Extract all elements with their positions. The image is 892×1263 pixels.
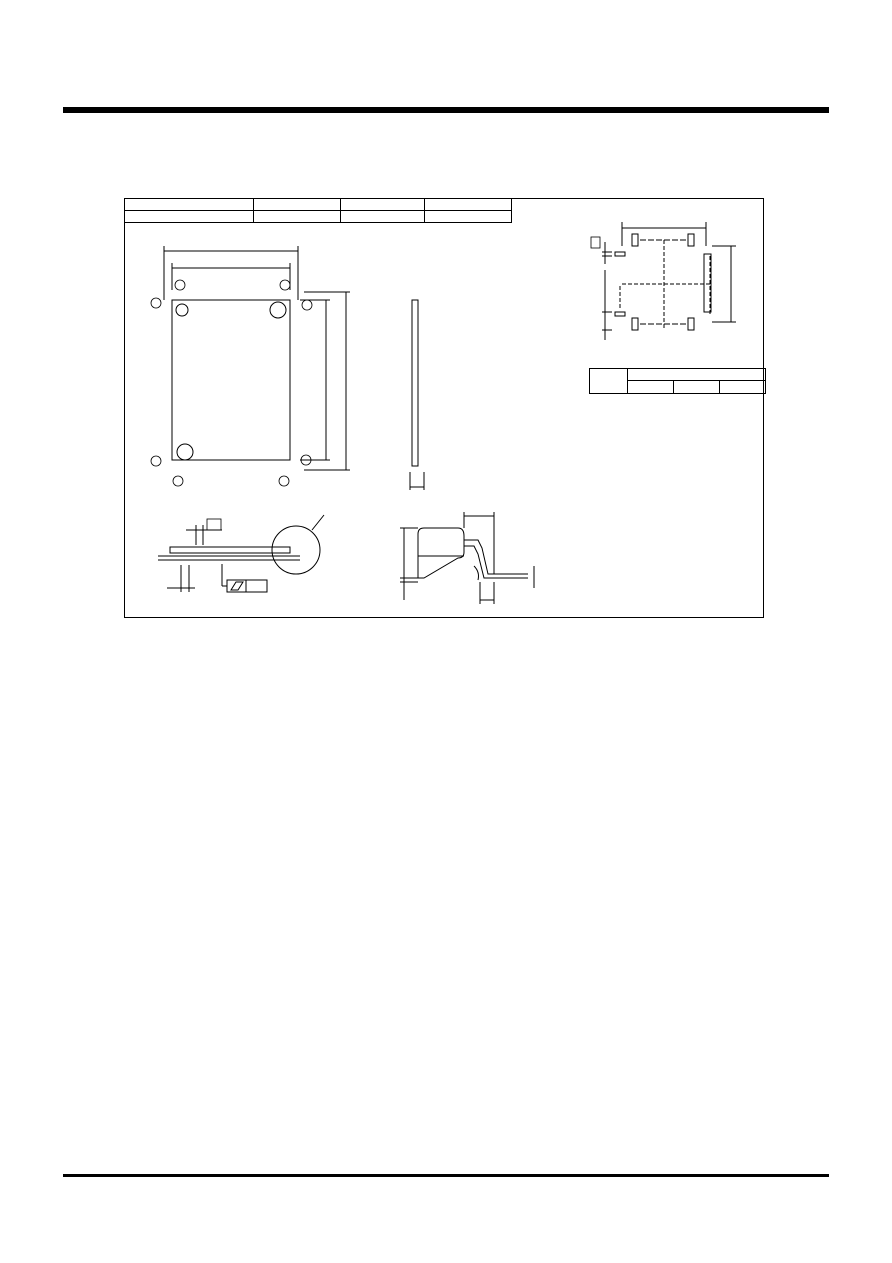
pad-bottom-1 bbox=[632, 318, 638, 330]
detail-f-circle bbox=[272, 526, 320, 574]
top-view-body bbox=[172, 300, 290, 460]
dim-group-header bbox=[628, 369, 766, 381]
pad-left-1 bbox=[615, 252, 625, 256]
dim-col-nom bbox=[674, 381, 720, 393]
dim-col-min bbox=[628, 381, 674, 393]
pad-bottom-2 bbox=[688, 318, 694, 330]
bottom-rule bbox=[63, 1174, 829, 1177]
ejector-mark-tr bbox=[270, 302, 286, 318]
pad-left-2 bbox=[615, 312, 625, 316]
dim-col-max bbox=[720, 381, 766, 393]
detail-body bbox=[418, 528, 464, 578]
pad-top-2 bbox=[688, 234, 694, 246]
dimension-table bbox=[589, 368, 766, 394]
dim-symbol-header bbox=[590, 369, 628, 394]
pad-top-1 bbox=[632, 234, 638, 246]
pin1-marker-hole bbox=[176, 304, 188, 316]
ejector-mark-bl bbox=[177, 444, 193, 460]
side-view-body bbox=[412, 300, 418, 466]
